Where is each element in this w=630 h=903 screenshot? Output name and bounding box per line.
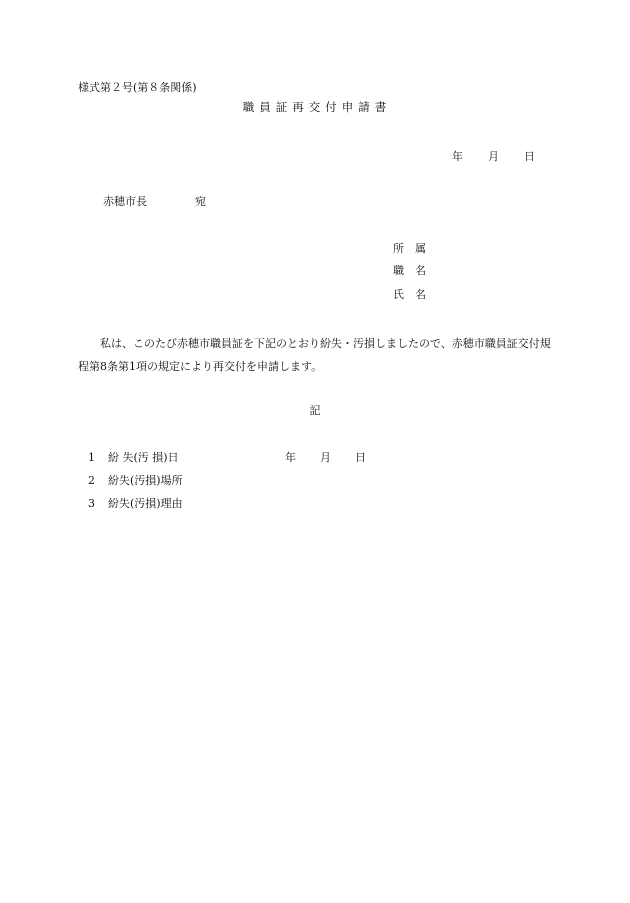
form-number: 様式第２号(第８条関係): [78, 81, 197, 94]
list-item: [88, 452, 179, 463]
item-label: 紛失(汚損)場所: [108, 474, 183, 487]
name-label: 氏名: [393, 288, 437, 301]
application-body-text: 私は、このたび赤穂市職員証を下記のとおり紛失・汚損しましたので、赤穂市職員証交付規程第8条第1項の規定により再交付を申請します。: [78, 337, 551, 373]
loss-date-month-label: 月: [320, 451, 331, 464]
item-number: 2: [88, 474, 95, 487]
item-number: 1: [88, 451, 95, 464]
list-item: [88, 498, 183, 509]
addressee-suffix: 宛: [195, 195, 206, 208]
document-title: 職員証再交付申請書: [242, 100, 392, 114]
date-day-label: 日: [524, 150, 535, 163]
item-number: 3: [88, 497, 95, 510]
position-label: 職名: [393, 264, 437, 277]
item-label: 紛失(汚損)理由: [108, 497, 183, 510]
list-item: [88, 475, 183, 486]
ki-heading: 記: [309, 404, 321, 417]
addressee-name: 赤穂市長: [103, 195, 147, 208]
date-month-label: 月: [488, 150, 499, 163]
affiliation-label: 所属: [393, 242, 437, 255]
loss-date-day-label: 日: [355, 451, 366, 464]
item-label: 紛 失(汚 損)日: [108, 451, 179, 464]
loss-date-year-label: 年: [285, 451, 296, 464]
date-year-label: 年: [452, 150, 463, 163]
